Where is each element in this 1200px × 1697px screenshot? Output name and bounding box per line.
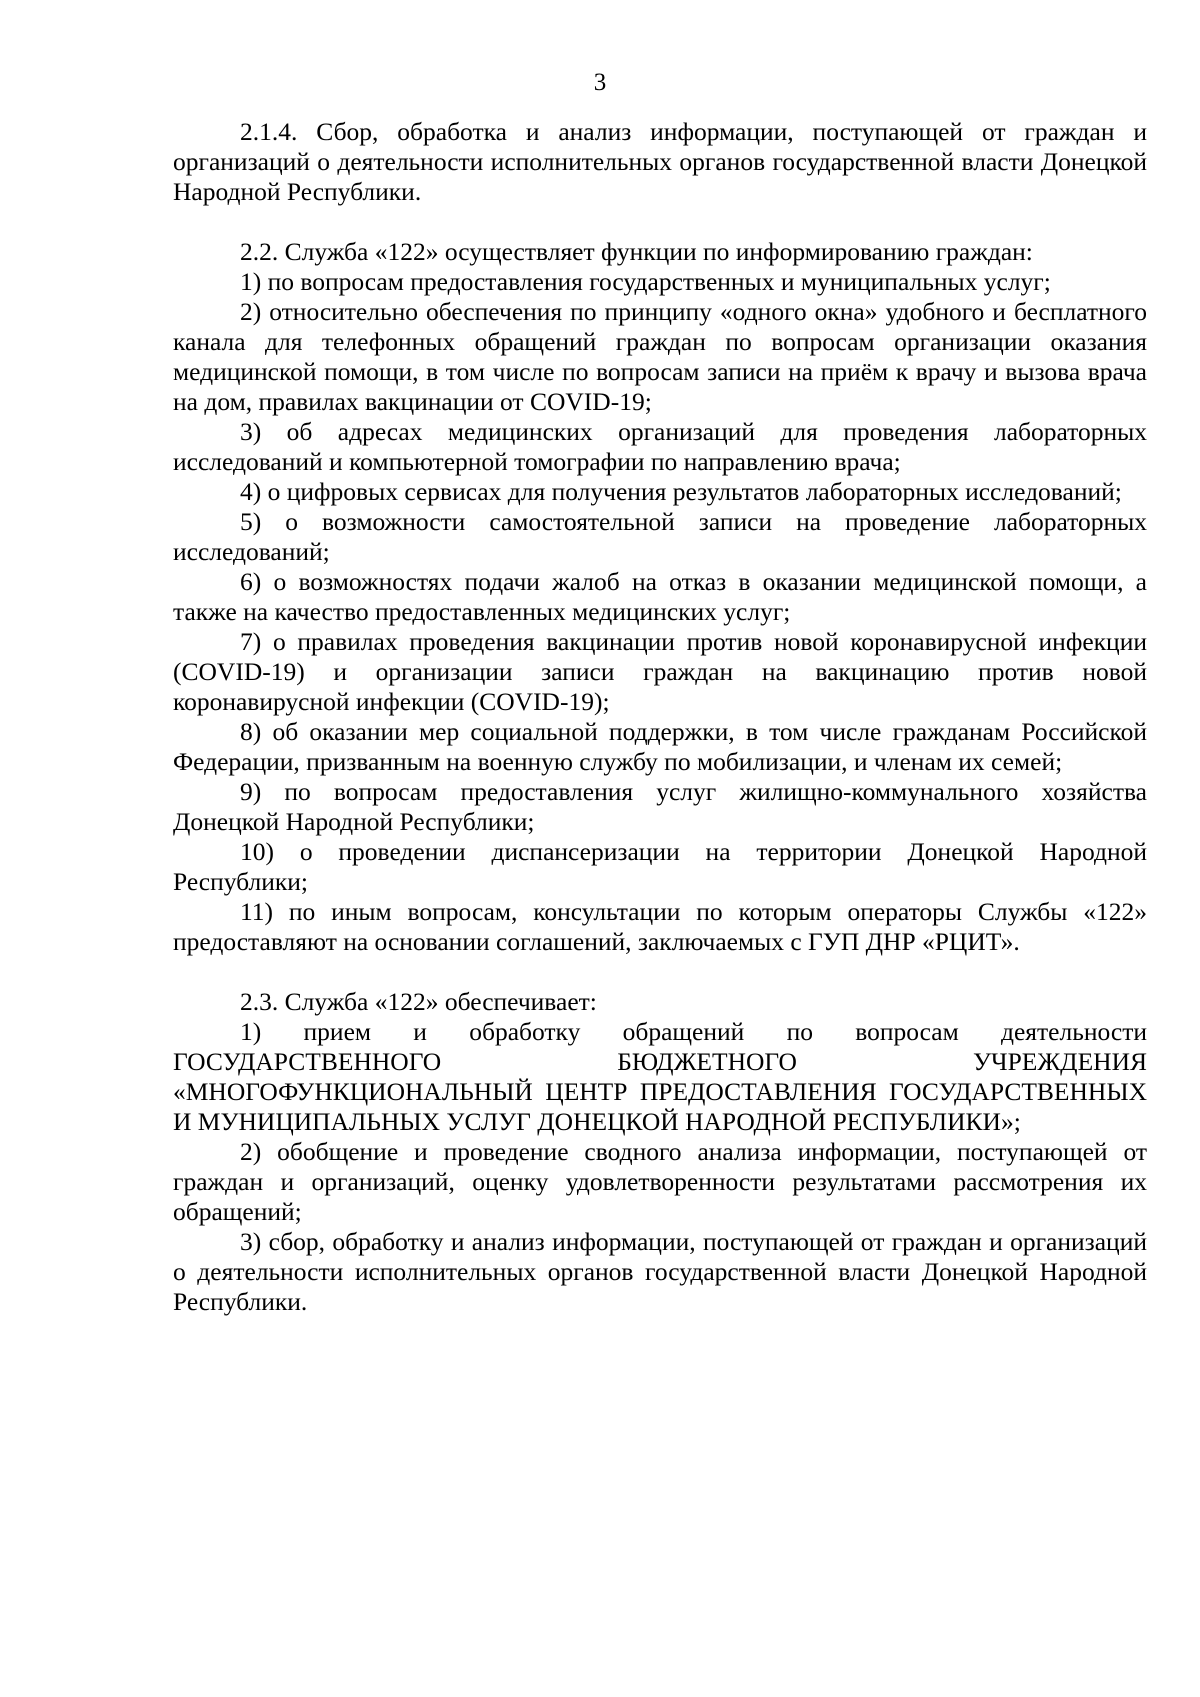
section-2-2-item-4: 4) о цифровых сервисах для получения результатов лабораторных исследований;	[240, 477, 1122, 506]
section-2-2-item-9: 9) по вопросам предоставления услуг жилищно-коммунального хозяйства Донецкой Народной Республики;	[173, 777, 1147, 836]
section-2-2-item-8: 8) об оказании мер социальной поддержки, в том числе гражданам Российской Федерации, призванным на военную службу по мобилизации, и членам их семей;	[173, 717, 1147, 776]
section-2-2-item-10: 10) о проведении диспансеризации на территории Донецкой Народной Республики;	[173, 837, 1147, 896]
section-2-2-heading: 2.2. Служба «122» осуществляет функции по информированию граждан:	[240, 237, 1033, 266]
section-2-2-item-2: 2) относительно обеспечения по принципу «одного окна» удобного и бесплатного канала для телефонных обращений граждан по вопросам организации оказания медицинской помощи, в том числе по вопросам записи на приём к врачу и вызова врача на дом, правилах вакцинации от COVID-19;	[173, 297, 1147, 416]
section-2-2-item-6: 6) о возможностях подачи жалоб на отказ в оказании медицинской помощи, а также на качество предоставленных медицинских услуг;	[173, 567, 1147, 626]
page-number: 3	[593, 69, 607, 96]
section-2-2-item-7: 7) о правилах проведения вакцинации против новой коронавирусной инфекции (COVID-19) и организации записи граждан на вакцинацию против новой коронавирусной инфекции (COVID-19);	[173, 627, 1147, 716]
section-2-2-item-11: 11) по иным вопросам, консультации по которым операторы Службы «122» предоставляют на основании соглашений, заключаемых с ГУП ДНР «РЦИТ».	[173, 897, 1147, 956]
paragraph-gap	[173, 207, 1147, 237]
section-2-3-item-2: 2) обобщение и проведение сводного анализа информации, поступающей от граждан и организаций, оценку удовлетворенности результатами рассмотрения их обращений;	[173, 1137, 1147, 1226]
section-2-2-item-5: 5) о возможности самостоятельной записи на проведение лабораторных исследований;	[173, 507, 1147, 566]
document-body	[173, 117, 1147, 1317]
section-2-3-item-3: 3) сбор, обработку и анализ информации, поступающей от граждан и организаций о деятельности исполнительных органов государственной власти Донецкой Народной Республики.	[173, 1227, 1147, 1316]
section-2-3-heading: 2.3. Служба «122» обеспечивает:	[240, 987, 597, 1016]
section-2-2-item-1: 1) по вопросам предоставления государственных и муниципальных услуг;	[240, 267, 1051, 296]
section-2-2-item-3: 3) об адресах медицинских организаций для проведения лабораторных исследований и компьютерной томографии по направлению врача;	[173, 417, 1147, 476]
section-2-3-item-1: 1) прием и обработку обращений по вопросам деятельности ГОСУДАРСТВЕННОГО БЮДЖЕТНОГО УЧРЕЖДЕНИЯ «МНОГОФУНКЦИОНАЛЬНЫЙ ЦЕНТР ПРЕДОСТАВЛЕНИЯ ГОСУДАРСТВЕННЫХ И МУНИЦИПАЛЬНЫХ УСЛУГ ДОНЕЦКОЙ НАРОДНОЙ РЕСПУБЛИКИ»;	[173, 1017, 1147, 1136]
paragraph-gap	[173, 957, 1147, 987]
paragraph-2-1-4: 2.1.4. Сбор, обработка и анализ информации, поступающей от граждан и организаций о деятельности исполнительных органов государственной власти Донецкой Народной Республики.	[173, 117, 1147, 206]
